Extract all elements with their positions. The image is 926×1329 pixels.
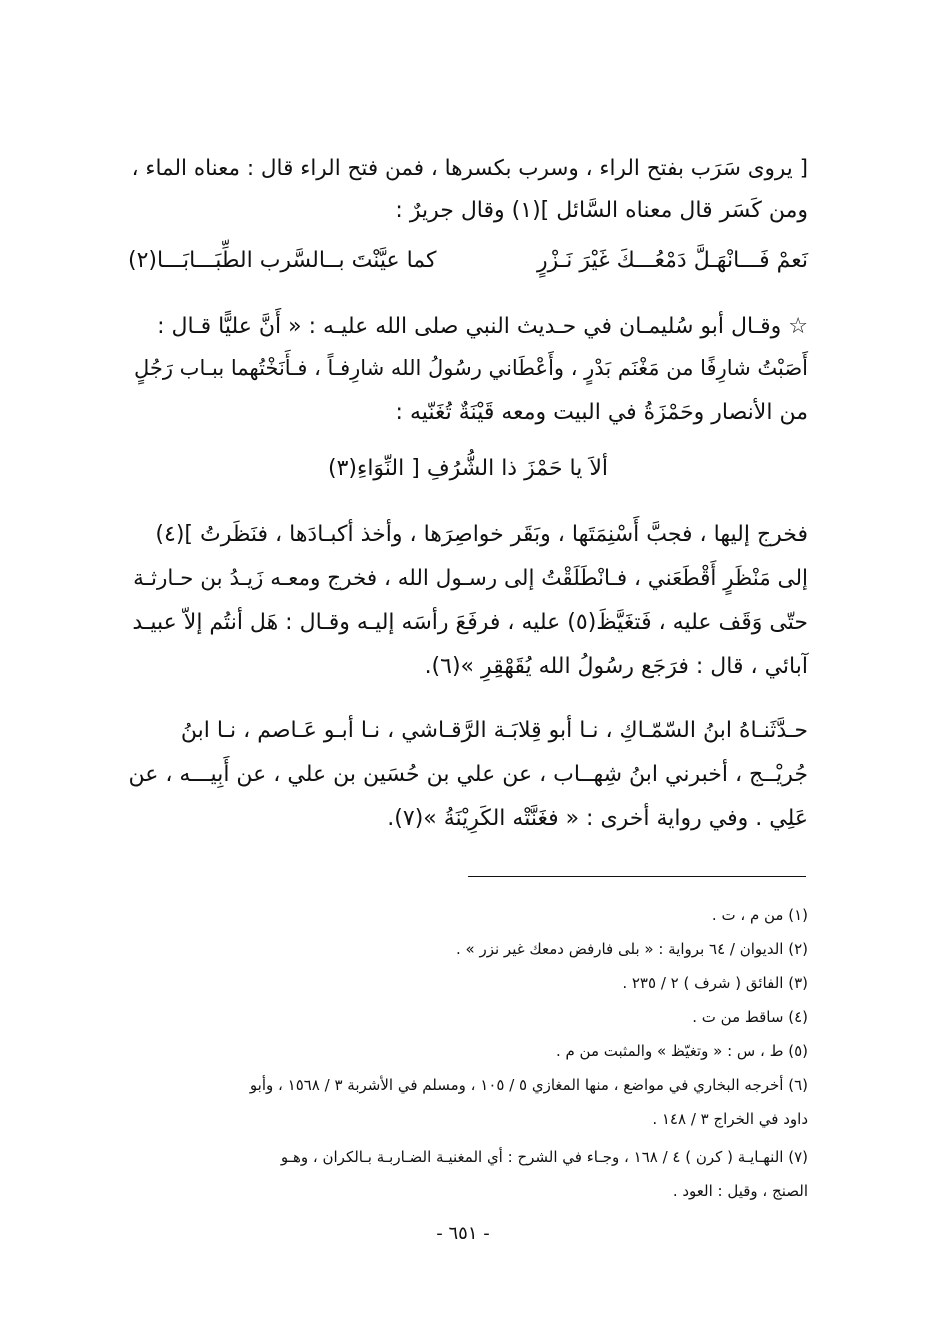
paragraph-3-line-4: آبائي ، قال : فرَجَع رسُولُ الله يُقَهْقِرِ »(٦). [424, 654, 808, 679]
footnote-6-continued: داود في الخراج ٣ / ١٤٨ . [652, 1110, 808, 1128]
footnote-2: (٢) الديوان / ٦٤ برواية : « بلى فارفض دمعك غير نزر » . [455, 940, 808, 958]
paragraph-4-line-2: جُريْــج ، أخبرني ابنُ شِهــاب ، عن علي بن حُسَين بن علي ، عن أَبِيـــه ، عن [128, 762, 808, 787]
paragraph-1-line-1: [ يروى سَرَب بفتح الراء ، وسرب بكسرها ، فمن فتح الراء قال : معناه الماء ، [131, 156, 808, 181]
page-number: - ٦٥١ - [436, 1223, 490, 1244]
footnote-7-continued: الصنج ، وقيل : العود . [672, 1182, 808, 1200]
paragraph-1-line-2: ومن كَسَر قال معناه السَّائل ](١) وقال جريرٌ : [395, 198, 808, 223]
footnote-5: (٥) ط ، س : « وتغيّظ » والمثبت من م . [555, 1042, 808, 1060]
paragraph-2-line-2: أَصَبْتُ شارِفًا من مَغْنَم بَدْرٍ ، وأَعْطَاني رسُولُ الله شارِفـاً ، فـأَنَخْتُهما ببـاب رَجُلٍ [133, 356, 808, 380]
verse-2: ألاَ يا حَمْزَ ذا الشُّرُفِ [ النِّوَاءِ(٣) [327, 456, 609, 481]
verse-1-second-hemistich: كما عيَّنْتَ بــالسَّرب الطِّبَـــابَـــا(٢) [128, 248, 437, 273]
paragraph-3-line-2: إلى مَنْظَرٍ أَقْطَعَني ، فـانْطَلَقْتُ إلى رسـول الله ، فخرج ومعـه زَيـدُ بن حـارثـة [133, 566, 808, 591]
paragraph-4-line-1: حـدَّثَنـاهُ ابنُ السّمّـاكِ ، نـا أبو قِلابَـة الرَّقـاشي ، نـا أبـو عَـاصم ، نـا ابنُ [180, 718, 808, 743]
footnote-6: (٦) أخرجه البخاري في مواضع ، منها المغازي ٥ / ١٠٥ ، ومسلم في الأشربة ٣ / ١٥٦٨ ، وأبو [249, 1076, 808, 1094]
footnote-3: (٣) الفائق ( شرف ) ٢ / ٢٣٥ . [622, 974, 808, 992]
verse-1-first-hemistich: نَعمْ فَـــانْهَـلَّ دَمْعُـــكَ غَيْرَ نَـزْرٍ [537, 248, 808, 273]
footnote-separator [468, 876, 806, 877]
paragraph-3-line-3: حتّى وَقَف عليه ، فَتغَيَّظَ(٥) عليه ، فرفَعَ رأسَه إليـه وقـال : هَل أنتُم إلاّ عبيـد [132, 610, 808, 635]
footnote-4: (٤) ساقط من ت . [692, 1008, 808, 1026]
paragraph-2-line-3: من الأنصار وحَمْزَةُ في البيت ومعه قَيْنَةٌ تُغَنّيه : [395, 400, 808, 425]
footnote-7: (٧) النهـايـة ( كرن ) ٤ / ١٦٨ ، وجـاء في الشرح : أي المغنيـة الضـاربـة بـالكران ، وهـو [280, 1148, 808, 1166]
paragraph-3-line-1: فخرج إليها ، فجبَّ أَسْنِمَتَها ، وبَقَر خواصِرَها ، وأخذ أكبـادَها ، فنَظَرتُ ](٤) [155, 522, 808, 547]
verse-1 [128, 248, 808, 292]
footnote-1: (١) من م ، ت . [711, 906, 808, 924]
paragraph-2-line-1: ☆ وقـال أبو سُليمـان في حـديث النبي صلى الله عليـه : « أَنَّ عليًّا قـال : [157, 314, 808, 339]
paragraph-4-line-3: عَلِي . وفي رواية أخرى : « فغَنَّتْه الكَرِيْنَةُ »(٧). [387, 806, 808, 831]
